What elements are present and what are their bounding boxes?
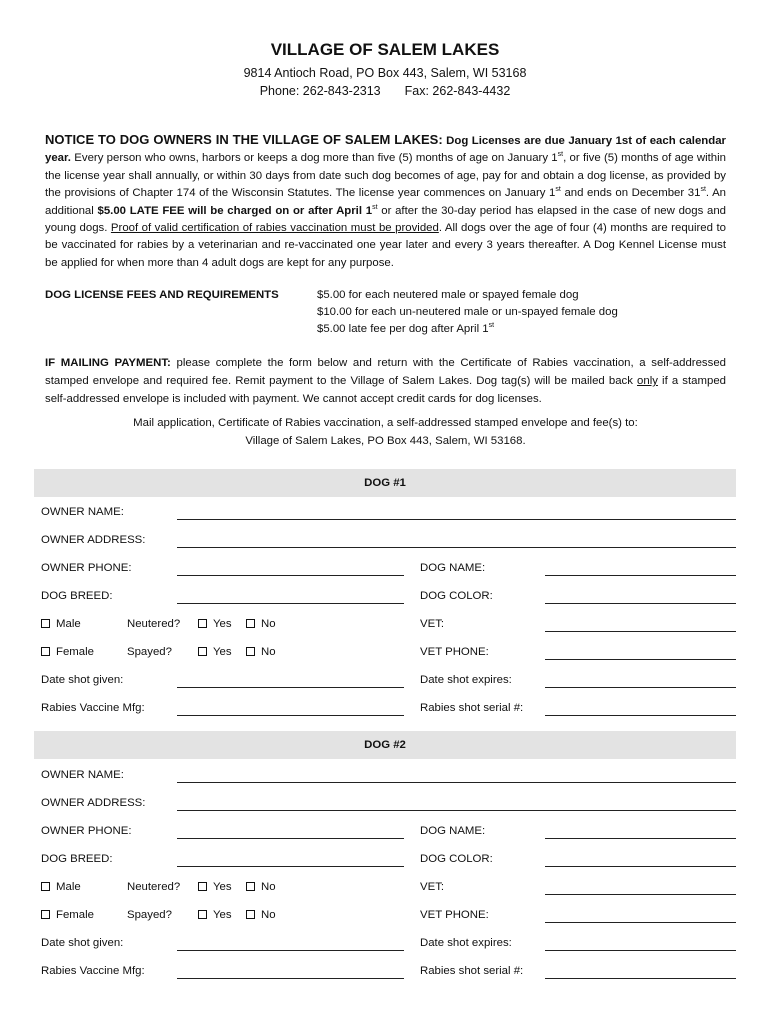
page-title: VILLAGE OF SALEM LAKES [270,40,500,59]
notice-text: . An additional [45,187,726,217]
spayed-label: Spayed? [127,909,172,921]
notice-text: or after the 30-day period has elapsed in the case of new dogs and young dogs. [45,204,726,235]
rabies-mfg-label: Rabies Vaccine Mfg: [41,702,145,714]
late-fee-statement: $5.00 LATE FEE will be charged on or after April 1 [97,204,373,217]
owner-name-label: OWNER NAME: [41,769,124,781]
dog-breed-row [0,590,770,610]
notice-lead: NOTICE TO DOG OWNERS IN THE VILLAGE OF SALEM LAKES: [45,132,443,147]
vet-label: VET: [420,618,445,630]
neutered-yes-checkbox[interactable] [198,882,207,891]
spayed-no-checkbox[interactable] [246,910,255,919]
fee-item: $10.00 for each un-neutered male or un-spayed female dog [317,306,618,319]
date-shot-given-label: Date shot given: [41,937,124,949]
neutered-yes-option[interactable] [198,618,232,630]
phone-number: Phone: 262-843-2313 [259,84,381,98]
vet-phone-field[interactable] [545,922,736,923]
superscript: st [700,186,706,194]
owner-name-field[interactable] [177,782,736,783]
superscript: st [557,151,564,159]
male-label: Male [56,881,81,893]
notice-text: . All dogs over the age of four (4) months are required to be vaccinated for rabies by a veterinarian and re-vaccinated one year later and every 3 years thereafter. A Dog Kennel License must be applied for when more than 4 adult dogs are kept for any purpose. [45,222,726,269]
no-label: No [261,909,276,921]
fee-item: $5.00 for each neutered male or spayed female dog [317,289,579,301]
notice-text: and ends on December 31 [560,187,701,200]
female-row [0,909,770,929]
mail-to-address: Village of Salem Lakes, PO Box 443, Salem, WI 53168. [245,435,526,447]
superscript: st [555,186,561,194]
rabies-serial-field[interactable] [545,715,736,716]
rabies-mfg-field[interactable] [177,978,404,979]
mailing-text: please complete the form below and return with the Certificate of Rabies vaccination, a self-addressed stamped envelope and required fee. Remit payment to the Village of Salem Lakes. Dog tag(s) will be mailed back [45,357,726,387]
mail-to-line: Mail application, Certificate of Rabies vaccination, a self-addressed stamped envelope and fee(s) to: [133,417,638,429]
male-checkbox[interactable] [41,882,50,891]
female-label: Female [56,909,94,921]
female-checkbox[interactable] [41,647,50,656]
rabies-serial-label: Rabies shot serial #: [420,965,524,977]
no-label: No [261,618,276,630]
shot-date-row [0,674,770,694]
male-option[interactable] [41,618,81,630]
notice-text: Every person who owns, harbors or keeps a dog more than five (5) months of age on January 1 [74,152,558,165]
owner-phone-row [0,825,770,845]
rabies-proof-statement: Proof of valid certification of rabies vaccination must be provided [110,222,439,235]
spayed-yes-option[interactable] [198,646,232,658]
dog-color-label: DOG COLOR: [420,853,493,865]
date-shot-given-field[interactable] [177,687,404,688]
spayed-yes-option[interactable] [198,909,232,921]
neutered-no-checkbox[interactable] [246,619,255,628]
mailing-paragraph [45,354,726,408]
yes-label: Yes [213,618,232,630]
owner-name-field[interactable] [177,519,736,520]
owner-address-label: OWNER ADDRESS: [41,534,146,546]
mailing-text: if a stamped self-addressed envelope is included with payment. We cannot accept credit cards for dog licenses. [45,375,726,405]
mailing-lead: IF MAILING PAYMENT: [45,357,171,369]
owner-phone-label: OWNER PHONE: [41,562,132,574]
rabies-mfg-field[interactable] [177,715,404,716]
rabies-serial-label: Rabies shot serial #: [420,702,524,714]
contact-line [0,84,770,98]
owner-address-field[interactable] [177,547,736,548]
dog-breed-row [0,853,770,873]
fees-label: DOG LICENSE FEES AND REQUIREMENTS [45,289,279,301]
date-shot-expires-field[interactable] [545,950,736,951]
rabies-row [0,965,770,985]
dog-color-field[interactable] [545,866,736,867]
neutered-no-option[interactable] [246,881,276,893]
owner-name-row [0,769,770,789]
female-option[interactable] [41,646,94,658]
village-address: 9814 Antioch Road, PO Box 443, Salem, WI 53168 [243,66,527,80]
rabies-row [0,702,770,722]
neutered-yes-checkbox[interactable] [198,619,207,628]
spayed-label: Spayed? [127,646,172,658]
dog-breed-label: DOG BREED: [41,853,113,865]
rabies-serial-field[interactable] [545,978,736,979]
yes-label: Yes [213,909,232,921]
yes-label: Yes [213,646,232,658]
date-shot-expires-field[interactable] [545,687,736,688]
vet-field[interactable] [545,631,736,632]
vet-label: VET: [420,881,445,893]
mail-to-block [45,414,726,450]
dog-breed-field[interactable] [177,603,404,604]
vet-phone-field[interactable] [545,659,736,660]
female-label: Female [56,646,94,658]
owner-phone-row [0,562,770,582]
owner-address-row [0,797,770,817]
spayed-no-checkbox[interactable] [246,647,255,656]
male-option[interactable] [41,881,81,893]
only-emphasis: only [637,375,658,387]
spayed-yes-checkbox[interactable] [198,910,207,919]
dog-color-field[interactable] [545,603,736,604]
dog-breed-label: DOG BREED: [41,590,113,602]
yes-label: Yes [213,881,232,893]
date-shot-expires-label: Date shot expires: [420,674,512,686]
notice-paragraph [45,131,726,272]
female-option[interactable] [41,909,94,921]
notice-text: , or five (5) months of age within the license year shall annually, or within 30 days from date such dog becomes of age, pay for and obtain a dog license, as provided by the provisions of Chapter 174 of the Wisconsin Statutes. The license year commences on January 1 [45,152,727,200]
date-shot-given-field[interactable] [177,950,404,951]
shot-date-row [0,937,770,957]
rabies-mfg-label: Rabies Vaccine Mfg: [41,965,145,977]
female-checkbox[interactable] [41,910,50,919]
date-shot-expires-label: Date shot expires: [420,937,512,949]
dog-breed-field[interactable] [177,866,404,867]
dog-name-field[interactable] [545,575,736,576]
neutered-no-checkbox[interactable] [246,882,255,891]
dog-2-heading: DOG #2 [34,731,736,759]
owner-address-row [0,534,770,554]
owner-name-row [0,506,770,526]
male-label: Male [56,618,81,630]
neutered-yes-option[interactable] [198,881,232,893]
superscript: st [372,203,378,211]
neutered-label: Neutered? [127,881,181,893]
owner-name-label: OWNER NAME: [41,506,124,518]
owner-address-label: OWNER ADDRESS: [41,797,146,809]
vet-field[interactable] [545,894,736,895]
fee-item-text: $5.00 late fee per dog after April 1 [317,323,489,336]
vet-phone-label: VET PHONE: [420,646,489,658]
male-checkbox[interactable] [41,619,50,628]
spayed-yes-checkbox[interactable] [198,647,207,656]
owner-phone-field[interactable] [177,575,404,576]
dog-color-label: DOG COLOR: [420,590,493,602]
male-row [0,881,770,901]
spayed-no-option[interactable] [246,646,276,658]
neutered-label: Neutered? [127,618,181,630]
dog-1-heading: DOG #1 [34,469,736,497]
owner-phone-field[interactable] [177,838,404,839]
neutered-no-option[interactable] [246,618,276,630]
female-row [0,646,770,666]
superscript: st [488,322,495,330]
vet-phone-label: VET PHONE: [420,909,489,921]
owner-phone-label: OWNER PHONE: [41,825,132,837]
dog-name-label: DOG NAME: [420,562,486,574]
dog-name-field[interactable] [545,838,736,839]
date-shot-given-label: Date shot given: [41,674,124,686]
fax-number: Fax: 262-843-4432 [404,84,511,98]
fee-item [317,321,737,338]
fees-list [317,287,737,339]
male-row [0,618,770,638]
dog-name-label: DOG NAME: [420,825,486,837]
due-date-statement: Dog Licenses are due January 1st of each calendar year. [45,135,726,165]
owner-address-field[interactable] [177,810,736,811]
spayed-no-option[interactable] [246,909,276,921]
no-label: No [261,646,276,658]
no-label: No [261,881,276,893]
